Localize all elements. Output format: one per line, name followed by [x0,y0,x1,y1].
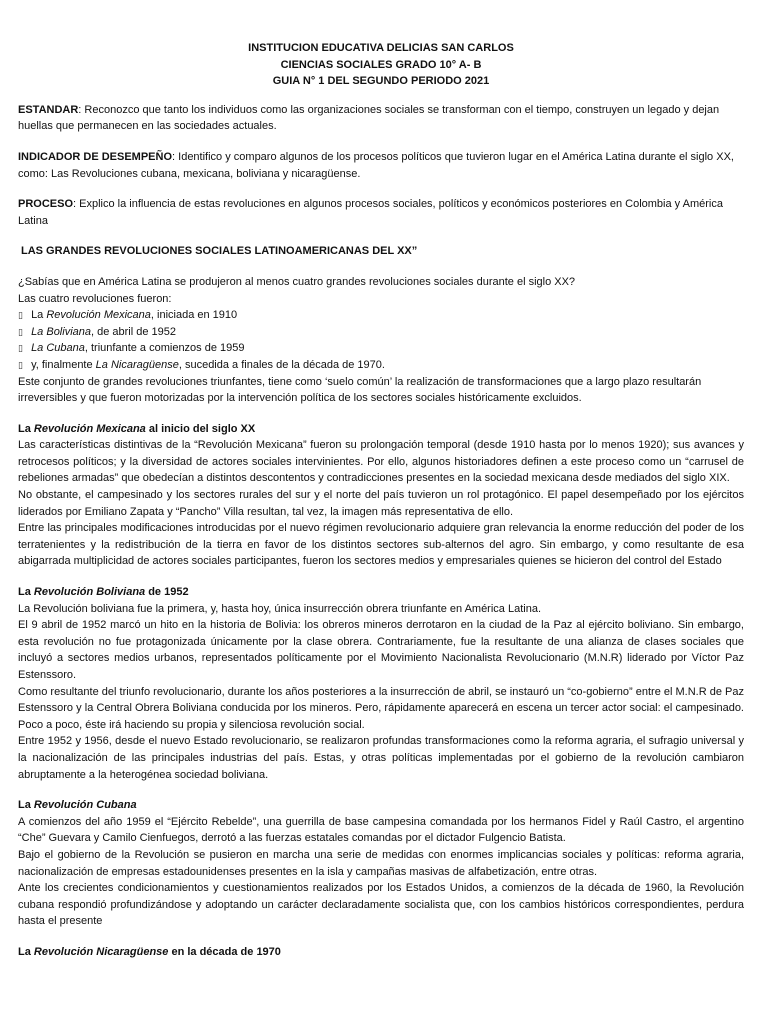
section-boliviana [18,584,744,783]
list-item: ▯ La Cubana, triunfante a comienzos de 1959 [18,340,744,357]
estandar-paragraph [18,102,744,135]
bullet-icon: ▯ [18,310,23,321]
section-nicaraguense [18,944,744,961]
guide-title: GUIA N° 1 DEL SEGUNDO PERIODO 2021 [272,75,490,88]
paragraph: Entre las principales modificaciones introducidas por el nuevo régimen revolucionario adquiere gran relevancia la enorme reducción del poder de los terratenientes y la redistribución de la tierra en favor de los distintos sectores sub-alternos del agro. Sin embargo, y como resultante de esa abigarrada multiplicidad de actores sociales participantes, fueron los sectores medios y empresariales quienes se hicieron del control del Estado [18,522,744,568]
document-header [18,40,744,90]
school-name: INSTITUCION EDUCATIVA DELICIAS SAN CARLOS [248,42,514,54]
bullet-icon: ▯ [18,359,23,370]
section-mexicana [18,421,744,570]
proceso-label: PROCESO [18,198,74,211]
section-title-mexicana: La Revolución Mexicana al inicio del siglo XX [18,422,256,435]
proceso-text: : Explico la influencia de estas revoluciones en algunos procesos sociales, políticos y económicos posteriores en Colombia y América Latina [18,198,723,227]
paragraph: A comienzos del año 1959 el “Ejército Rebelde”, una guerrilla de base campesina comandada por los hermanos Fidel y Raúl Castro, el argentino “Che” Guevara y Camilo Cienfuegos, derrotó a las fuerzas estatales comandas por el dictador Fulgencio Batista. [18,815,744,845]
paragraph: El 9 abril de 1952 marcó un hito en la historia de Bolivia: los obreros mineros derrotaron en la ciudad de la Paz al ejército boliviano. Sin embargo, esta revolución no fue protagonizada únicamente por la clase obrera. Contrariamente, fue la resultante de una alianza de clases sociales que incluyó a sectores medios urbanos, representados políticamente por el Movimiento Nacionalista Revolucionario (M.N.R) liderado por Víctor Paz Estenssoro. [18,619,744,681]
paragraph: La Revolución boliviana fue la primera, y, hasta hoy, única insurrección obrera triunfante en América Latina. [18,602,541,615]
bullet-icon: ▯ [18,326,23,337]
course-title: CIENCIAS SOCIALES GRADO 10° A- B [280,58,482,71]
main-title: LAS GRANDES REVOLUCIONES SOCIALES LATINOAMERICANAS DEL XX” [21,245,418,258]
paragraph: Ante los crecientes condicionamientos y cuestionamientos realizados por los Estados Unidos, a comienzos de la década de 1960, la Revolución cubana respondió profundizándose y adoptando un carácter declaradamente socialista que, con los cambios históricos correspondientes, perdura hasta el presente [18,882,744,928]
section-title-boliviana: La Revolución Boliviana de 1952 [18,586,189,599]
paragraph: No obstante, el campesinado y los sectores rurales del sur y el norte del país tuvieron un rol protagónico. El papel desempeñado por los ejércitos liderados por Emiliano Zapata y “Pancho” Villa resultan, tal vez, la imagen más representativa de ello. [18,489,744,518]
indicador-label: INDICADOR DE DESEMPEÑO [18,150,173,163]
paragraph: Como resultante del triunfo revolucionario, durante los años posteriores a la insurrección de abril, se instauró un “co-gobierno” entre el M.N.R de Paz Estenssoro y la Central Obrera Boliviana conducida por los mineros. Pero, rápidamente aparecerá en escena un tercer actor social: el campesinado. Poco a poco, éste irá haciendo su propia y silenciosa revolución social. [18,685,744,731]
list-item: ▯ La Boliviana, de abril de 1952 [18,324,744,341]
estandar-text: : Reconozco que tanto los individuos como las organizaciones sociales se transforman con el tiempo, construyen un legado y dejan huellas que permanecen en las sociedades actuales. [18,103,720,133]
paragraph: Entre 1952 y 1956, desde el nuevo Estado revolucionario, se realizaron profundas transformaciones como la reforma agraria, el sufragio universal y la nacionalización de las principales industrias del país. Estas, y otras políticas implementadas por el gobierno de la revolución cambiaron abruptamente a la heterogénea sociedad boliviana. [18,735,744,781]
paragraph: Las características distintivas de la “Revolución Mexicana” fueron su prolongación temporal (desde 1910 hasta por lo menos 1920); sus avances y retrocesos políticos; y la diversidad de actores sociales intervinientes. Por ello, algunos historiadores definen a este proceso como un “carrusel de rebeliones armadas” que obedecían a distintos descontentos y contradicciones presentes en la sociedad mexicana desde mediados del siglo XIX. [18,439,744,485]
indicador-text: : Identifico y comparo algunos de los procesos políticos que tuvieron lugar en el América Latina durante el siglo XX, como: Las Revoluciones cubana, mexicana, boliviana y nicaragüense. [18,150,734,180]
estandar-label: ESTANDAR [18,103,79,116]
list-item: ▯ y, finalmente La Nicaragüense, sucedida a finales de la década de 1970. [18,357,744,374]
intro-section [18,274,744,407]
intro-lead: Las cuatro revoluciones fueron: [18,292,172,305]
intro-question: ¿Sabías que en América Latina se produjeron al menos cuatro grandes revoluciones sociales durante el siglo XX? [18,275,576,288]
indicador-paragraph [18,149,744,182]
section-title-cubana: La Revolución Cubana [18,799,137,812]
proceso-paragraph [18,196,744,229]
bullet-icon: ▯ [18,343,23,354]
paragraph: Bajo el gobierno de la Revolución se pusieron en marcha una serie de medidas con enormes implicancias sociales y políticas: reforma agraria, nacionalización de empresas estadounidenses presentes en la isla y campañas masivas de alfabetización, entre otras. [18,848,744,878]
list-item: ▯ La Revolución Mexicana, iniciada en 1910 [18,307,744,324]
section-title-nicaraguense: La Revolución Nicaragüense en la década de 1970 [18,945,281,958]
section-cubana [18,797,744,930]
intro-closing: Este conjunto de grandes revoluciones triunfantes, tiene como ‘suelo común’ la realización de transformaciones que a largo plazo resultarán irreversibles y que fueron motorizadas por la intervención política de los sectores sociales históricamente excluidos. [18,375,702,405]
